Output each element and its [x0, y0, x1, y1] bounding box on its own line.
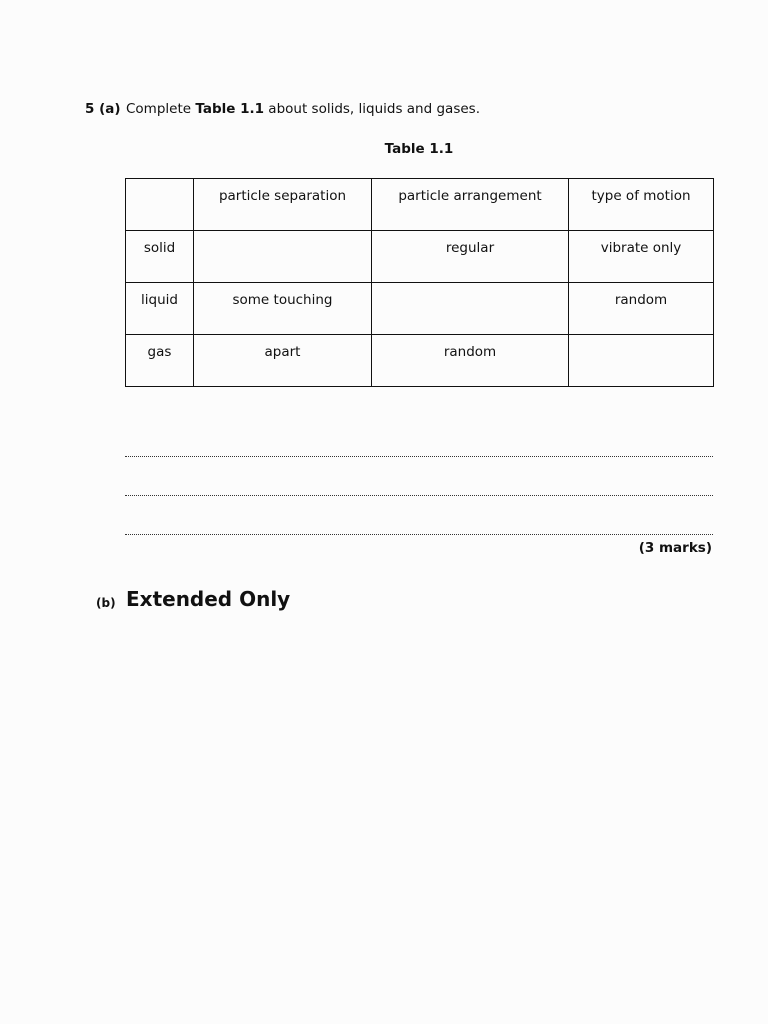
question-text: [126, 100, 480, 118]
table-cell: random: [372, 335, 569, 387]
table-cell-blank[interactable]: [569, 335, 714, 387]
table-cell-blank[interactable]: [194, 231, 372, 283]
question-text-suffix: about solids, liquids and gases.: [264, 101, 480, 117]
table-cell: vibrate only: [569, 231, 714, 283]
table-header-cell: particle arrangement: [372, 179, 569, 231]
table-caption: Table 1.1: [384, 141, 454, 157]
answer-line[interactable]: [125, 534, 713, 535]
table-row-label: gas: [126, 335, 194, 387]
table-row: [126, 335, 714, 387]
table-header-cell: type of motion: [569, 179, 714, 231]
table-header-cell: particle separation: [194, 179, 372, 231]
marks-label: (3 marks): [638, 540, 712, 556]
part-b-label: (b): [96, 596, 116, 610]
part-b-title: Extended Only: [126, 587, 291, 611]
question-number: 5 (a): [85, 101, 121, 117]
table-header-cell: [126, 179, 194, 231]
table-row-label: solid: [126, 231, 194, 283]
table-cell: some touching: [194, 283, 372, 335]
table-cell-blank[interactable]: [372, 283, 569, 335]
table-cell: random: [569, 283, 714, 335]
answer-line[interactable]: [125, 495, 713, 496]
question-text-bold: Table 1.1: [195, 101, 264, 117]
question-text-prefix: Complete: [126, 101, 196, 117]
states-of-matter-table: [125, 178, 714, 387]
answer-line[interactable]: [125, 456, 713, 457]
table-row: [126, 231, 714, 283]
table-row-label: liquid: [126, 283, 194, 335]
table-row: [126, 283, 714, 335]
table-cell: apart: [194, 335, 372, 387]
table-header-row: [126, 179, 714, 231]
table-cell: regular: [372, 231, 569, 283]
